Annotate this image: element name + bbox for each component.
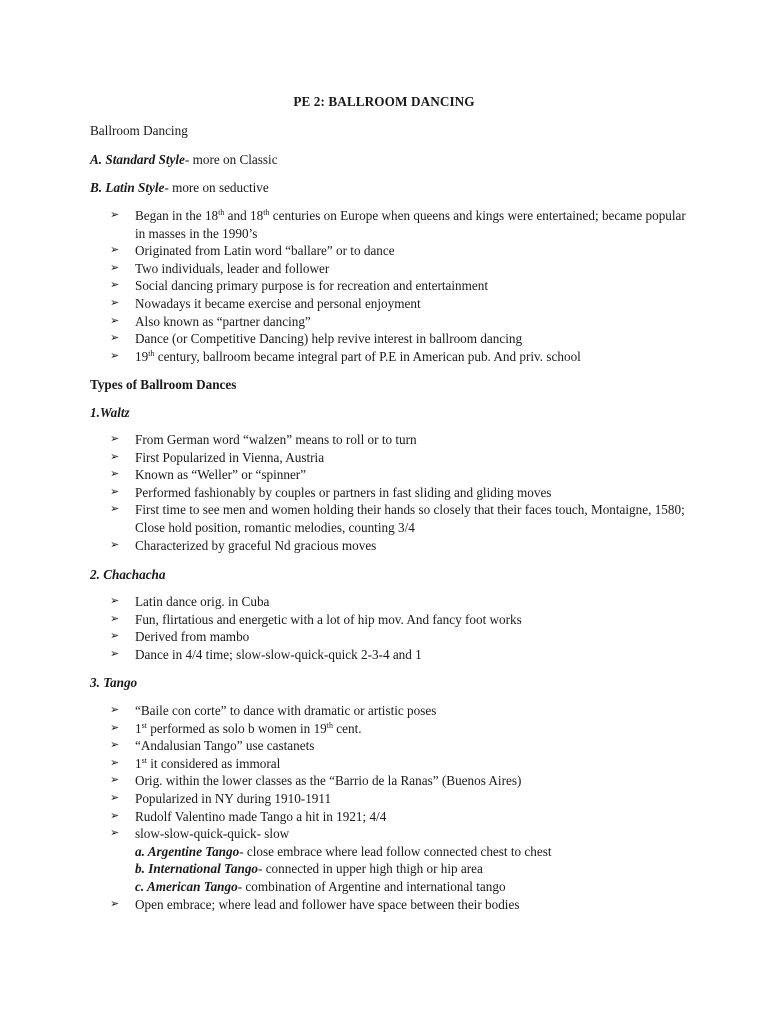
list-item: ➢ Characterized by graceful Nd gracious moves — [110, 537, 377, 553]
list-item: ➢ First time to see men and women holding their hands so closely that their faces touch, Montaigne, 1580; Close hold position, romantic melodies, counting 3/4 — [110, 502, 685, 535]
list-item: ➢ 19th century, ballroom became integral part of P.E in American pub. And priv. school — [110, 348, 581, 364]
arrow-bullet-icon: ➢ — [110, 809, 120, 822]
arrow-bullet-icon: ➢ — [110, 721, 120, 734]
list-item: ➢ Originated from Latin word “ballare” or to dance — [110, 243, 395, 259]
arrow-bullet-icon: ➢ — [110, 827, 120, 840]
list-item: ➢ Derived from mambo — [110, 629, 250, 645]
arrow-bullet-icon: ➢ — [110, 296, 120, 309]
tango-list — [107, 702, 687, 913]
arrow-bullet-icon: ➢ — [110, 595, 120, 607]
style-standard — [90, 151, 278, 169]
list-item: ➢ 1st performed as solo b women in 19th cent. — [110, 720, 362, 736]
arrow-bullet-icon: ➢ — [110, 774, 120, 787]
style-label: A. Standard Style — [90, 152, 185, 167]
chachacha-list — [107, 593, 687, 663]
arrow-bullet-icon: ➢ — [110, 433, 120, 445]
list-item: ➢ First Popularized in Vienna, Austria — [110, 449, 325, 465]
list-item: ➢ slow-slow-quick-quick- slow a. Argentine Tango- close embrace where lead follow connected chest to chest b. International Tango- connected in upper high thigh or hip area c. American Tango- combination of Argentine and international tango — [107, 825, 687, 895]
waltz-heading: 1.Waltz — [90, 405, 130, 420]
arrow-bullet-icon: ➢ — [110, 791, 120, 804]
arrow-bullet-icon: ➢ — [110, 332, 120, 345]
list-item: ➢ Rudolf Valentino made Tango a hit in 1921; 4/4 — [110, 808, 387, 824]
list-item: ➢ “Baile con corte” to dance with dramatic or artistic poses — [110, 703, 437, 718]
list-item: ➢ Orig. within the lower classes as the “Barrio de la Ranas” (Buenos Aires) — [110, 773, 522, 789]
arrow-bullet-icon: ➢ — [110, 485, 120, 498]
arrow-bullet-icon: ➢ — [110, 503, 120, 516]
list-item: ➢ From German word “walzen” means to roll or to turn — [110, 432, 417, 447]
list-item: ➢ Nowadays it became exercise and personal enjoyment — [110, 295, 421, 311]
waltz-list — [107, 431, 687, 554]
list-item: ➢ Two individuals, leader and follower — [110, 260, 330, 276]
arrow-bullet-icon: ➢ — [110, 756, 120, 769]
arrow-bullet-icon: ➢ — [110, 349, 120, 362]
arrow-bullet-icon: ➢ — [110, 244, 120, 257]
intro-text: Ballroom Dancing — [90, 123, 188, 138]
arrow-bullet-icon: ➢ — [110, 279, 120, 292]
arrow-bullet-icon: ➢ — [110, 647, 120, 660]
arrow-bullet-icon: ➢ — [110, 450, 120, 463]
types-heading: Types of Ballroom Dances — [90, 377, 237, 392]
tango-heading: 3. Tango — [90, 675, 138, 690]
style-label: B. Latin Style — [90, 180, 165, 195]
arrow-bullet-icon: ➢ — [110, 897, 120, 910]
arrow-bullet-icon: ➢ — [110, 209, 120, 221]
list-item: ➢ Open embrace; where lead and follower have space between their bodies — [110, 896, 520, 912]
list-item: ➢ “Andalusian Tango” use castanets — [110, 738, 315, 754]
list-item: ➢ Performed fashionably by couples or partners in fast sliding and gliding moves — [110, 484, 552, 500]
style-desc: - more on Classic — [184, 152, 278, 167]
arrow-bullet-icon: ➢ — [110, 630, 120, 643]
list-item: ➢ Began in the 18th and 18th centuries on Europe when queens and kings were entertained; became popular in masses in the 1990’s — [110, 208, 686, 241]
list-item: ➢ Dance (or Competitive Dancing) help revive interest in ballroom dancing — [110, 331, 523, 347]
list-item: ➢ Dance in 4/4 time; slow-slow-quick-quick 2-3-4 and 1 — [110, 646, 422, 662]
arrow-bullet-icon: ➢ — [110, 739, 120, 752]
list-item: ➢ Known as “Weller” or “spinner” — [110, 467, 307, 483]
tango-subtype: c. American Tango- combination of Argentine and international tango — [135, 878, 506, 894]
arrow-bullet-icon: ➢ — [110, 468, 120, 481]
arrow-bullet-icon: ➢ — [110, 704, 120, 716]
list-item: ➢ Popularized in NY during 1910-1911 — [110, 790, 332, 806]
arrow-bullet-icon: ➢ — [110, 538, 120, 551]
arrow-bullet-icon: ➢ — [110, 314, 120, 327]
list-item: ➢ 1st it considered as immoral — [110, 755, 281, 771]
facts-list — [107, 207, 687, 365]
list-item: ➢ Also known as “partner dancing” — [110, 313, 311, 329]
arrow-bullet-icon: ➢ — [110, 612, 120, 625]
tango-subtype: b. International Tango- connected in upper high thigh or hip area — [135, 861, 483, 877]
chachacha-heading: 2. Chachacha — [90, 567, 166, 582]
style-desc: - more on seductive — [164, 180, 269, 195]
list-item: ➢ Latin dance orig. in Cuba — [110, 594, 270, 609]
list-item: ➢ Social dancing primary purpose is for recreation and entertainment — [110, 278, 489, 294]
arrow-bullet-icon: ➢ — [110, 261, 120, 274]
list-item: ➢ Fun, flirtatious and energetic with a lot of hip mov. And fancy foot works — [110, 611, 522, 627]
style-latin — [90, 179, 269, 197]
tango-subtype: a. Argentine Tango- close embrace where lead follow connected chest to chest — [135, 843, 552, 859]
document-title: PE 2: BALLROOM DANCING — [293, 94, 475, 109]
